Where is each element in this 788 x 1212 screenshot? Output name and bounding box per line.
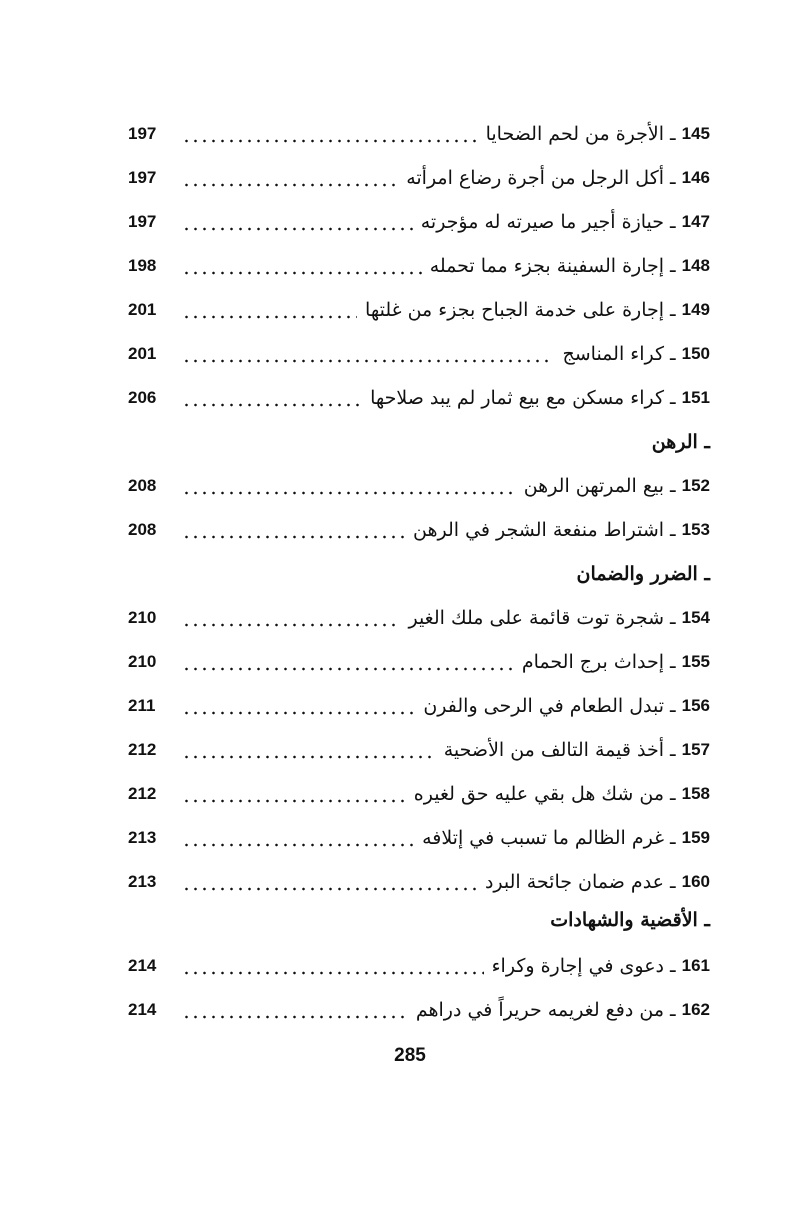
entry-page-number: 213 — [128, 872, 157, 891]
entry-title: ـ حيازة أجير ما صيرته له مؤجرته — [420, 211, 676, 233]
entry-page-number: 214 — [128, 956, 157, 975]
toc-entry-162 — [128, 990, 710, 1030]
dot-leader — [182, 246, 422, 286]
entry-title: ـ تبدل الطعام في الرحى والفرن — [423, 695, 676, 717]
dot-leader — [182, 598, 400, 638]
dot-leader — [182, 334, 554, 374]
toc-entry-147 — [128, 202, 710, 242]
entry-number: 162 — [681, 1000, 710, 1019]
entry-page-number: 197 — [128, 212, 157, 231]
entry-page-number: 201 — [128, 300, 157, 319]
dot-leader — [182, 774, 406, 814]
entry-number: 155 — [681, 652, 710, 671]
toc-entry-151 — [128, 378, 710, 418]
toc-entry-157 — [128, 730, 710, 770]
toc-entry-155 — [128, 642, 710, 682]
dot-leader — [182, 158, 398, 198]
toc-entry-152 — [128, 466, 710, 506]
entry-title: ـ كراء مسكن مع بيع ثمار لم يبد صلاحها — [370, 387, 676, 409]
toc-entry-159 — [128, 818, 710, 858]
dot-leader — [182, 686, 415, 726]
entry-title: ـ غرم الظالم ما تسبب في إتلافه — [422, 827, 676, 849]
entry-title: ـ كراء المناسج — [562, 343, 676, 365]
dot-leader — [182, 510, 405, 550]
entry-title: ـ أخذ قيمة التالف من الأضحية — [443, 739, 676, 761]
entry-title: ـ من دفع لغريمه حريراً في دراهم — [415, 999, 676, 1021]
entry-number: 160 — [681, 872, 710, 891]
entry-number: 150 — [681, 344, 710, 363]
entry-page-number: 213 — [128, 828, 157, 847]
toc-entry-145 — [128, 114, 710, 154]
entry-number: 159 — [681, 828, 710, 847]
toc-entry-154 — [128, 598, 710, 638]
entry-page-number: 208 — [128, 520, 157, 539]
entry-page-number: 197 — [128, 168, 157, 187]
dot-leader — [182, 378, 362, 418]
entry-number: 147 — [681, 212, 710, 231]
entry-title: ـ شجرة توت قائمة على ملك الغير — [408, 607, 676, 629]
page-number: 285 — [394, 1045, 426, 1066]
entry-number: 154 — [681, 608, 710, 627]
toc-entry-161 — [128, 946, 710, 986]
entry-number: 148 — [681, 256, 710, 275]
entry-page-number: 206 — [128, 388, 157, 407]
dot-leader — [182, 290, 357, 330]
entry-title: ـ من شك هل بقي عليه حق لغيره — [413, 783, 676, 805]
entry-title: ـ الأجرة من لحم الضحايا — [485, 123, 676, 145]
entry-page-number: 212 — [128, 740, 157, 759]
entry-number: 157 — [681, 740, 710, 759]
toc-entry-146 — [128, 158, 710, 198]
entry-title: ـ عدم ضمان جائحة البرد — [484, 871, 676, 893]
dot-leader — [182, 730, 436, 770]
entry-number: 153 — [681, 520, 710, 539]
dot-leader — [182, 202, 413, 242]
toc-entry-160 — [128, 862, 710, 902]
toc-entry-153 — [128, 510, 710, 550]
entry-page-number: 210 — [128, 608, 157, 627]
entry-number: 158 — [681, 784, 710, 803]
entry-page-number: 198 — [128, 256, 157, 275]
toc-entry-149 — [128, 290, 710, 330]
dot-leader — [182, 862, 477, 902]
entry-title: ـ إجارة على خدمة الجباح بجزء من غلتها — [365, 299, 676, 321]
dot-leader — [182, 642, 514, 682]
section-heading-rahn: ـ الرهن — [651, 431, 710, 453]
section-heading-aqdiya: ـ الأقضية والشهادات — [550, 909, 710, 931]
entry-title: ـ دعوى في إجارة وكراء — [491, 955, 676, 977]
entry-number: 146 — [681, 168, 710, 187]
entry-title: ـ بيع المرتهن الرهن — [523, 475, 676, 497]
toc-entry-148 — [128, 246, 710, 286]
toc-entry-158 — [128, 774, 710, 814]
dot-leader — [182, 818, 414, 858]
entry-number: 145 — [681, 124, 710, 143]
entry-page-number: 211 — [128, 696, 156, 715]
entry-number: 151 — [681, 388, 710, 407]
section-heading-darar: ـ الضرر والضمان — [576, 563, 710, 585]
entry-page-number: 201 — [128, 344, 157, 363]
entry-number: 156 — [681, 696, 710, 715]
dot-leader — [182, 466, 516, 506]
entry-title: ـ إحداث برج الحمام — [521, 651, 676, 673]
entry-number: 152 — [681, 476, 710, 495]
entry-number: 161 — [681, 956, 710, 975]
entry-page-number: 208 — [128, 476, 157, 495]
entry-page-number: 212 — [128, 784, 157, 803]
entry-title: ـ إجارة السفينة بجزء مما تحمله — [429, 255, 676, 277]
toc-entry-150 — [128, 334, 710, 374]
entry-page-number: 197 — [128, 124, 157, 143]
dot-leader — [182, 946, 484, 986]
dot-leader — [182, 990, 408, 1030]
entry-page-number: 214 — [128, 1000, 157, 1019]
toc-entry-156 — [128, 686, 710, 726]
dot-leader — [182, 114, 478, 154]
entry-title: ـ أكل الرجل من أجرة رضاع امرأته — [406, 167, 676, 189]
entry-page-number: 210 — [128, 652, 157, 671]
entry-number: 149 — [681, 300, 710, 319]
entry-title: ـ اشتراط منفعة الشجر في الرهن — [413, 519, 676, 541]
